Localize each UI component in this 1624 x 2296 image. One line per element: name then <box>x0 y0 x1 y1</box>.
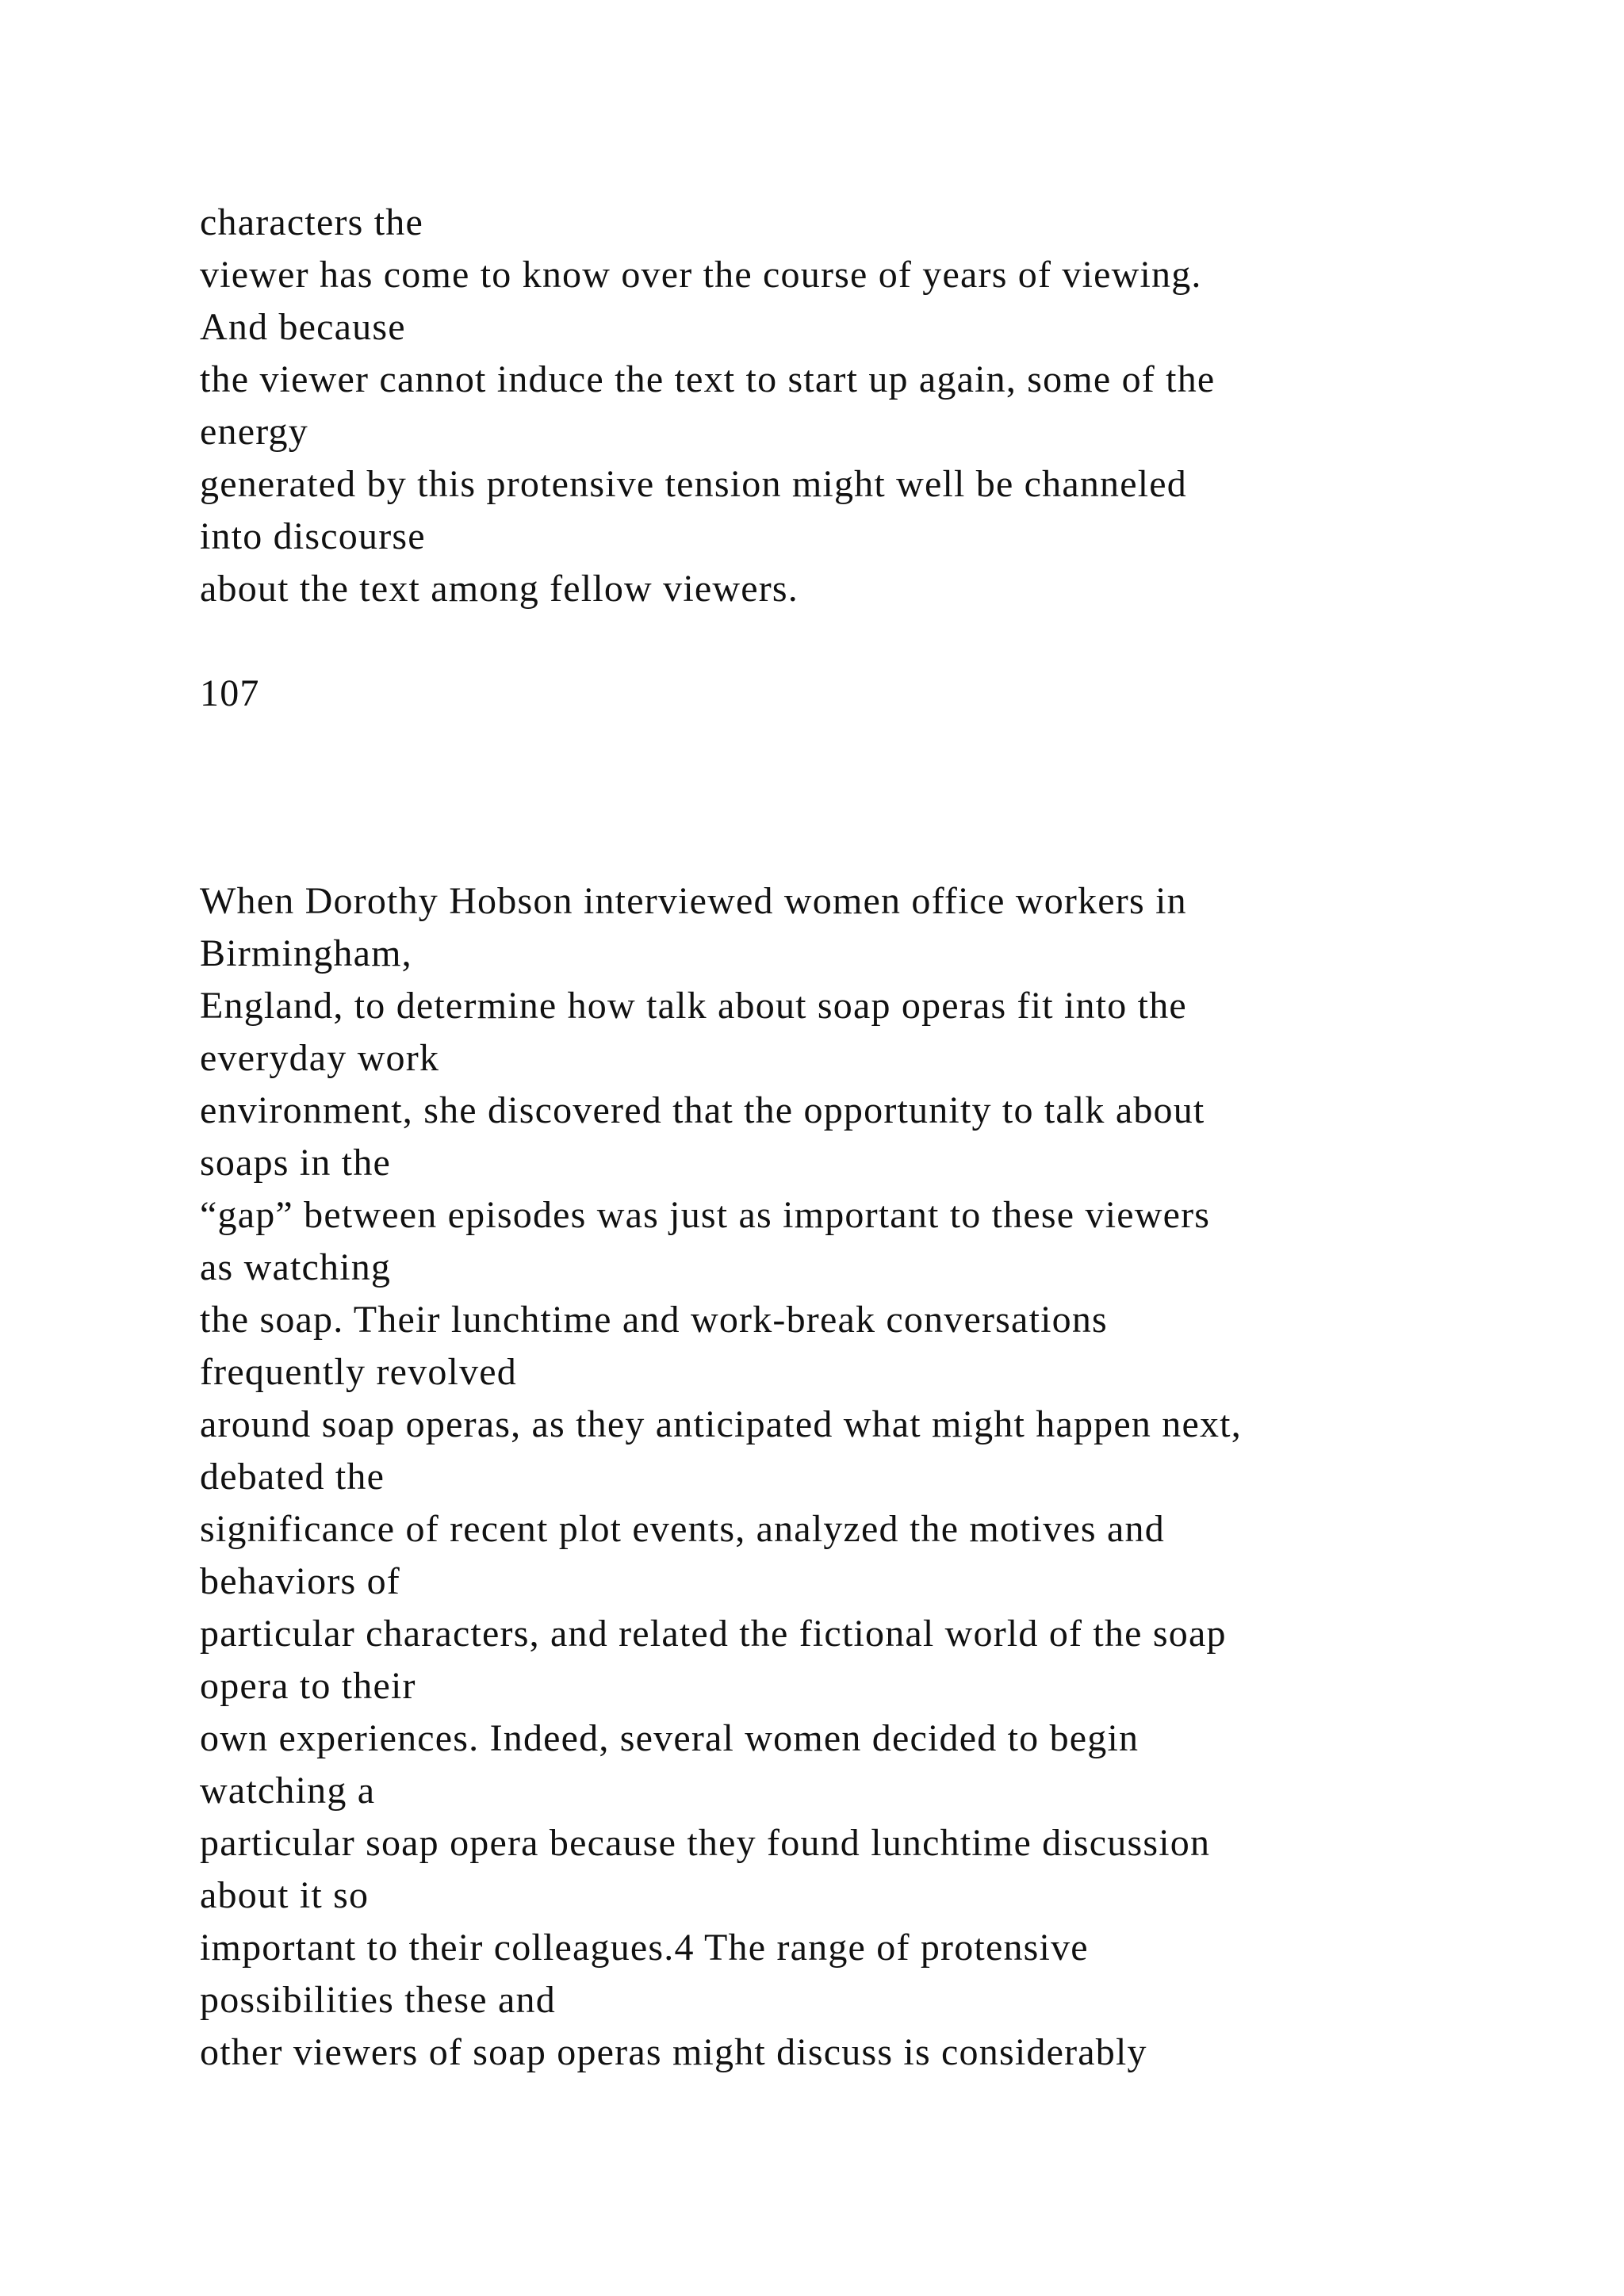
text-line: environment, she discovered that the opportunity to talk about <box>200 1089 1205 1131</box>
text-line: as watching <box>200 1246 392 1288</box>
text-line: When Dorothy Hobson interviewed women office workers in <box>200 880 1187 922</box>
text-line: behaviors of <box>200 1560 400 1602</box>
page-number: 107 <box>200 672 260 714</box>
text-line: soaps in the <box>200 1142 392 1184</box>
text-line: own experiences. Indeed, several women decided to begin <box>200 1717 1139 1759</box>
text-line: other viewers of soap operas might discuss is considerably <box>200 2031 1147 2073</box>
text-line: frequently revolved <box>200 1351 517 1393</box>
text-line: England, to determine how talk about soap operas fit into the <box>200 985 1187 1027</box>
text-line: opera to their <box>200 1665 416 1707</box>
text-line: the soap. Their lunchtime and work-break conversations <box>200 1299 1108 1341</box>
text-line: the viewer cannot induce the text to start up again, some of the <box>200 358 1216 400</box>
text-line: energy <box>200 411 308 453</box>
text-line: And because <box>200 306 406 348</box>
text-line: particular characters, and related the fictional world of the soap <box>200 1613 1227 1655</box>
text-line: watching a <box>200 1770 376 1812</box>
text-line: important to their colleagues.4 The range of protensive <box>200 1927 1089 1969</box>
text-line: Birmingham, <box>200 932 412 974</box>
text-line: generated by this protensive tension might well be channeled <box>200 463 1187 505</box>
text-line: particular soap opera because they found lunchtime discussion <box>200 1822 1211 1864</box>
text-line: significance of recent plot events, analyzed the motives and <box>200 1508 1165 1550</box>
text-line: debated the <box>200 1456 385 1498</box>
text-line: everyday work <box>200 1037 440 1079</box>
text-line: viewer has come to know over the course of years of viewing. <box>200 254 1202 296</box>
text-line: around soap operas, as they anticipated what might happen next, <box>200 1403 1242 1445</box>
text-line: about the text among fellow viewers. <box>200 568 799 610</box>
text-line: into discourse <box>200 515 426 557</box>
text-line: “gap” between episodes was just as important to these viewers <box>200 1194 1211 1236</box>
text-line: characters the <box>200 201 423 243</box>
text-line: about it so <box>200 1874 370 1916</box>
text-line: possibilities these and <box>200 1979 556 2021</box>
